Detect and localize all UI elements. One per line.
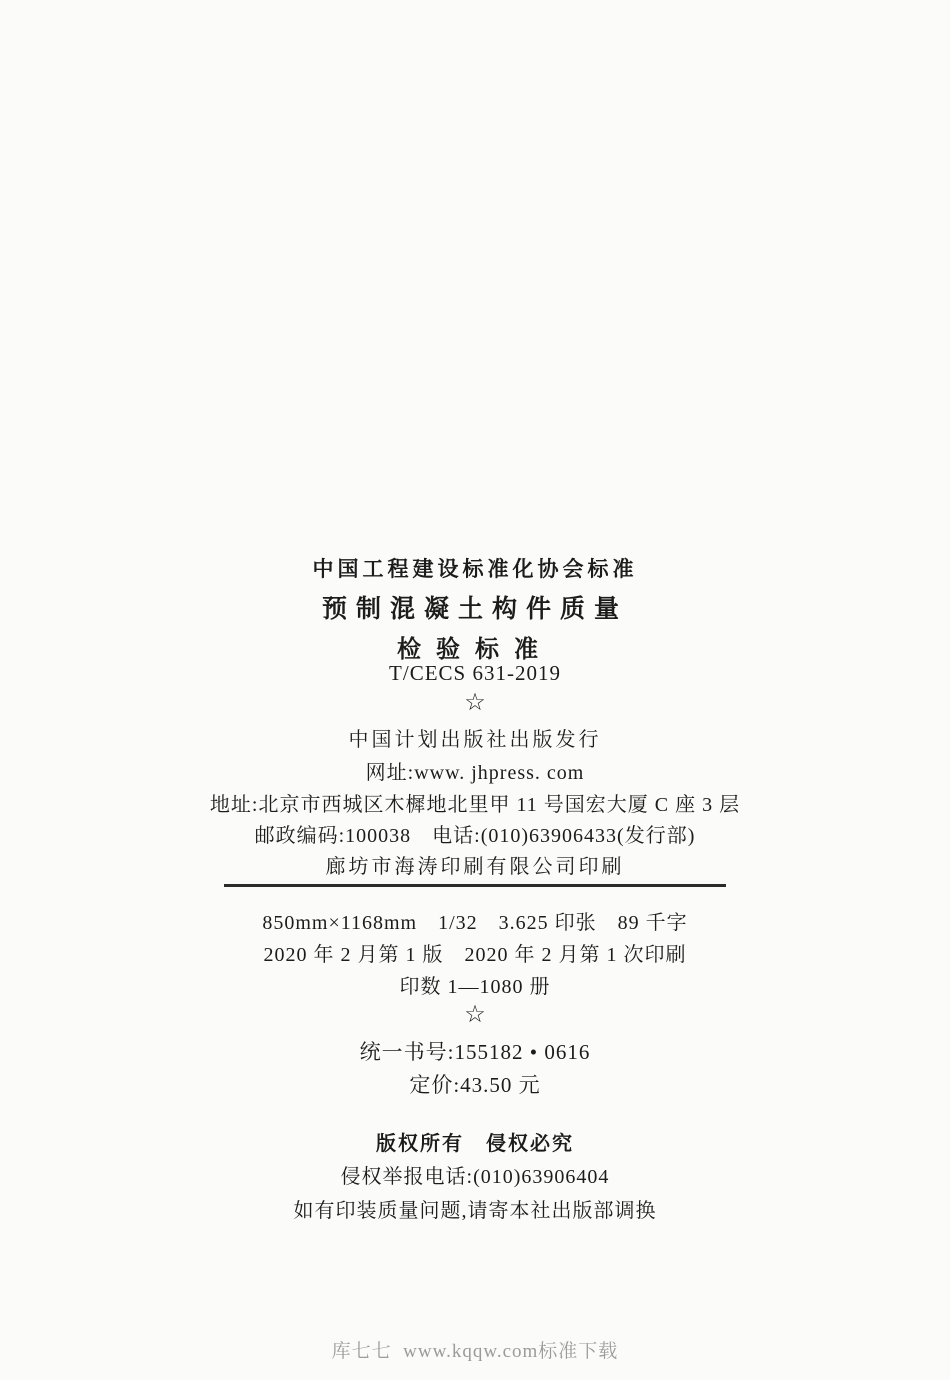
printer-line: 廊坊市海涛印刷有限公司印刷 [325,856,625,878]
publisher-website: 网址:www. jhpress. com [365,762,585,784]
print-run-line: 印数 1—1080 册 [399,976,551,998]
publisher-line: 中国计划出版社出版发行 [348,729,602,751]
society-standard-label: 中国工程建设标准化协会标准 [312,557,638,581]
divider-rule [224,884,726,887]
copyright-notice: 版权所有 侵权必究 [376,1133,574,1155]
infringement-report-phone: 侵权举报电话:(010)63906404 [340,1166,610,1188]
standard-number: T/CECS 631-2019 [389,661,561,685]
book-title-line1: 预制混凝土构件质量 [321,595,628,623]
price-line: 定价:43.50 元 [409,1073,541,1097]
edition-line: 2020 年 2 月第 1 版 2020 年 2 月第 1 次印刷 [263,944,687,966]
format-spec-line: 850mm×1168mm 1/32 3.625 印张 89 千字 [262,912,688,934]
publisher-address: 地址:北京市西城区木樨地北里甲 11 号国宏大厦 C 座 3 层 [209,794,741,816]
watermark: 库七七 www.kqqw.com标准下载 [331,1341,619,1362]
book-title-line2: 检验标准 [397,636,553,663]
print-quality-note: 如有印装质量问题,请寄本社出版部调换 [293,1200,657,1222]
star-icon: ☆ [464,1002,486,1028]
unified-book-number: 统一书号:155182 • 0616 [359,1040,591,1064]
star-icon: ☆ [464,690,486,716]
postcode-and-phone: 邮政编码:100038 电话:(010)63906433(发行部) [254,825,696,847]
